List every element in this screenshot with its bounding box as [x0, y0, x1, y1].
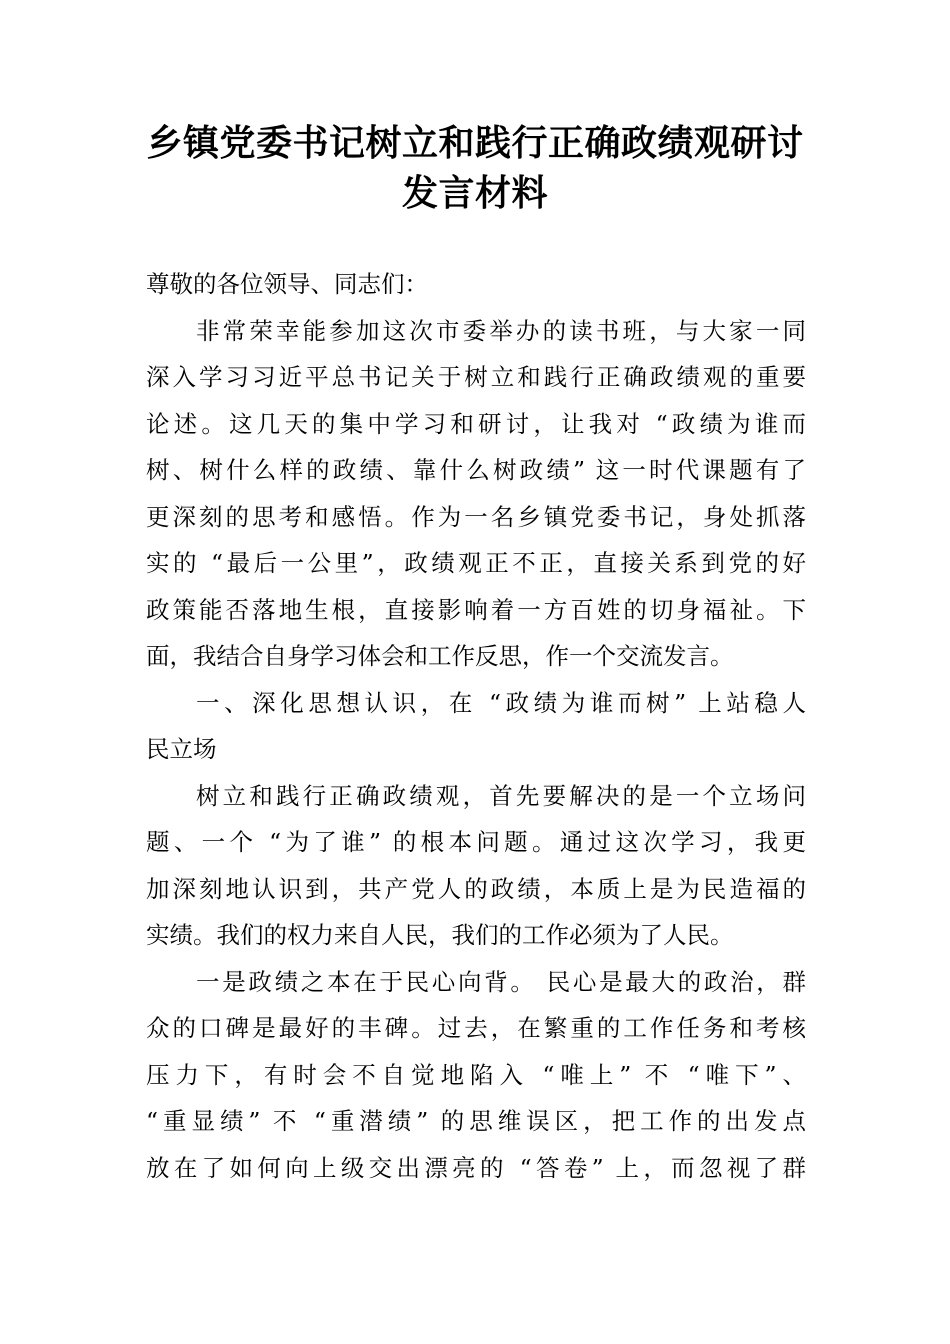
salutation: 尊敬的各位领导、同志们： [146, 270, 428, 298]
paragraph-line: 民立场 [146, 735, 217, 763]
paragraph-line: 树、树什么样的政绩、靠什么树政绩” 这一时代课题有了 [146, 456, 806, 484]
document-title-line-2: 发言材料 [401, 173, 548, 214]
document-title-line-1: 乡镇党委书记树立和践行正确政绩观研讨 [146, 123, 804, 164]
paragraph-line: 树立和践行正确政绩观，首先要解决的是一个立场问 [196, 781, 806, 810]
paragraph-line: 实的 “最后一公里”，政绩观正不正，直接关系到党的好 [146, 549, 806, 577]
paragraph-line: 论述。这几天的集中学习和研讨，让我对 “政绩为谁而 [146, 409, 806, 438]
paragraph-line: 政策能否落地生根，直接影响着一方百姓的切身福祉。下 [146, 595, 806, 624]
paragraph-line: 面，我结合自身学习体会和工作反思，作一个交流发言。 [146, 642, 734, 670]
paragraph-line: 加深刻地认识到，共产党人的政绩，本质上是为民造福的 [146, 874, 806, 903]
paragraph-line: 非常荣幸能参加这次市委举办的读书班，与大家一同 [196, 316, 806, 345]
paragraph-line: 一、深化思想认识，在 “政绩为谁而树” 上站稳人 [196, 688, 806, 717]
paragraph-line: 压力下，有时会不自觉地陷入 “唯上” 不 “唯下”、 [146, 1060, 806, 1089]
paragraph-line: 放在了如何向上级交出漂亮的 “答卷” 上，而忽视了群 [146, 1153, 806, 1182]
paragraph-line: 众的口碑是最好的丰碑。过去，在繁重的工作任务和考核 [146, 1014, 806, 1042]
paragraph-line: 更深刻的思考和感悟。作为一名乡镇党委书记，身处抓落 [146, 502, 806, 531]
paragraph-line: 一是政绩之本在于民心向背。 民心是最大的政治，群 [196, 967, 806, 996]
paragraph-line: 实绩。我们的权力来自人民，我们的工作必须为了人民。 [146, 921, 734, 949]
paragraph-line: “重显绩” 不 “重潜绩” 的思维误区，把工作的出发点 [146, 1107, 806, 1135]
paragraph-line: 深入学习习近平总书记关于树立和践行正确政绩观的重要 [146, 363, 806, 391]
paragraph-line: 题、一个 “为了谁” 的根本问题。通过这次学习，我更 [146, 828, 806, 856]
